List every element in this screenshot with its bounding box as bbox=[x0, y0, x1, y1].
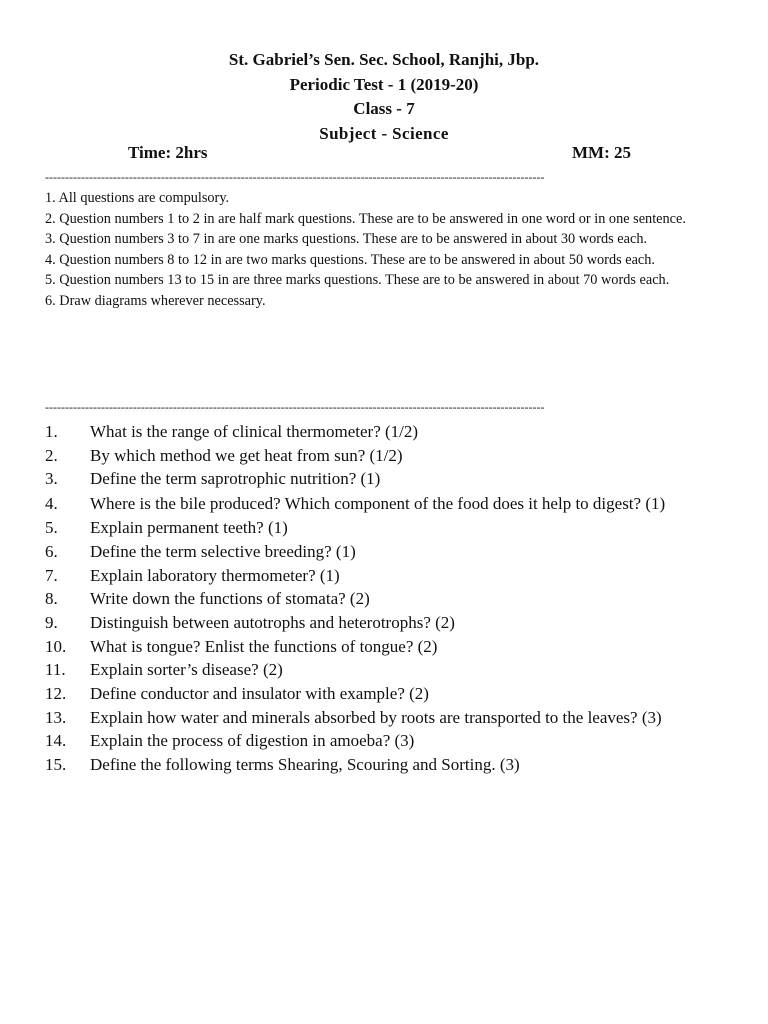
question-text: Explain the process of digestion in amoeba? (3) bbox=[90, 731, 415, 751]
question-text: What is the range of clinical thermometer? (1/2) bbox=[90, 422, 419, 441]
question-number: 1. bbox=[45, 422, 58, 441]
question-number: 2. bbox=[45, 445, 58, 465]
question-item bbox=[45, 516, 723, 540]
question-item bbox=[45, 635, 723, 659]
paper-header bbox=[0, 48, 768, 146]
instruction-item: 3. Question numbers 3 to 7 in are one marks questions. These are to be answered in about 30 words each. bbox=[45, 231, 648, 248]
question-number: 5. bbox=[45, 518, 58, 538]
question-number: 14. bbox=[45, 731, 67, 751]
question-text: Define the following terms Shearing, Scouring and Sorting. (3) bbox=[90, 755, 520, 775]
question-number: 4. bbox=[45, 494, 58, 514]
question-item bbox=[45, 682, 723, 706]
question-item bbox=[45, 540, 723, 564]
question-text: Define the term selective breeding? (1) bbox=[90, 541, 356, 561]
question-text: Define the term saprotrophic nutrition? (1) bbox=[90, 469, 381, 489]
question-item bbox=[45, 658, 723, 682]
time-marks-row bbox=[0, 143, 768, 167]
question-number: 10. bbox=[45, 636, 67, 656]
question-list bbox=[45, 420, 723, 777]
question-text: Explain laboratory thermometer? (1) bbox=[90, 565, 340, 585]
question-item bbox=[45, 420, 723, 444]
question-number: 8. bbox=[45, 589, 58, 609]
instructions bbox=[45, 188, 723, 312]
question-item bbox=[45, 587, 723, 611]
school-name: St. Gabriel’s Sen. Sec. School, Ranjhi, Jbp. bbox=[228, 50, 540, 69]
question-text: Explain how water and minerals absorbed by roots are transported to the leaves? (3) bbox=[90, 707, 662, 727]
question-text: Explain permanent teeth? (1) bbox=[90, 518, 288, 538]
instruction-item: 2. Question numbers 1 to 2 in are half mark questions. These are to be answered in one word or in one sentence. bbox=[45, 210, 686, 227]
divider-top: ----------------------------------------------------------------------------------------------------------------------------- bbox=[45, 170, 545, 184]
question-text: Explain sorter’s disease? (2) bbox=[90, 660, 283, 680]
question-number: 13. bbox=[45, 707, 67, 727]
question-number: 15. bbox=[45, 755, 67, 775]
max-marks-label: MM: 25 bbox=[572, 143, 632, 162]
question-text: Define conductor and insulator with example? (2) bbox=[90, 684, 429, 704]
question-item bbox=[45, 564, 723, 588]
test-name: Periodic Test - 1 (2019-20) bbox=[289, 74, 479, 94]
question-number: 11. bbox=[45, 660, 66, 680]
question-item bbox=[45, 729, 723, 753]
question-number: 7. bbox=[45, 565, 58, 585]
question-number: 6. bbox=[45, 541, 58, 561]
question-number: 12. bbox=[45, 684, 67, 704]
question-item bbox=[45, 444, 723, 468]
question-number: 3. bbox=[45, 469, 58, 489]
question-text: Where is the bile produced? Which component of the food does it help to digest? (1) bbox=[90, 494, 666, 514]
question-number: 9. bbox=[45, 612, 58, 632]
question-text: Write down the functions of stomata? (2) bbox=[90, 589, 370, 609]
instruction-item: 4. Question numbers 8 to 12 in are two marks questions. These are to be answered in about 50 words each. bbox=[45, 251, 655, 268]
question-text: What is tongue? Enlist the functions of tongue? (2) bbox=[90, 636, 438, 656]
question-item bbox=[45, 611, 723, 635]
class-label: Class - 7 bbox=[353, 99, 415, 118]
question-item bbox=[45, 706, 723, 730]
subject-label: Subject - Science bbox=[319, 123, 449, 143]
instruction-item: 6. Draw diagrams wherever necessary. bbox=[45, 292, 266, 309]
question-item bbox=[45, 753, 723, 777]
instruction-item: 1. All questions are compulsory. bbox=[45, 190, 230, 206]
instruction-item: 5. Question numbers 13 to 15 in are three marks questions. These are to be answered in about 70 words each. bbox=[45, 272, 670, 289]
question-text: By which method we get heat from sun? (1/2) bbox=[90, 445, 403, 465]
time-label: Time: 2hrs bbox=[128, 143, 208, 162]
question-text: Distinguish between autotrophs and heterotrophs? (2) bbox=[90, 612, 455, 632]
divider-bottom: ----------------------------------------------------------------------------------------------------------------------------- bbox=[45, 400, 545, 414]
